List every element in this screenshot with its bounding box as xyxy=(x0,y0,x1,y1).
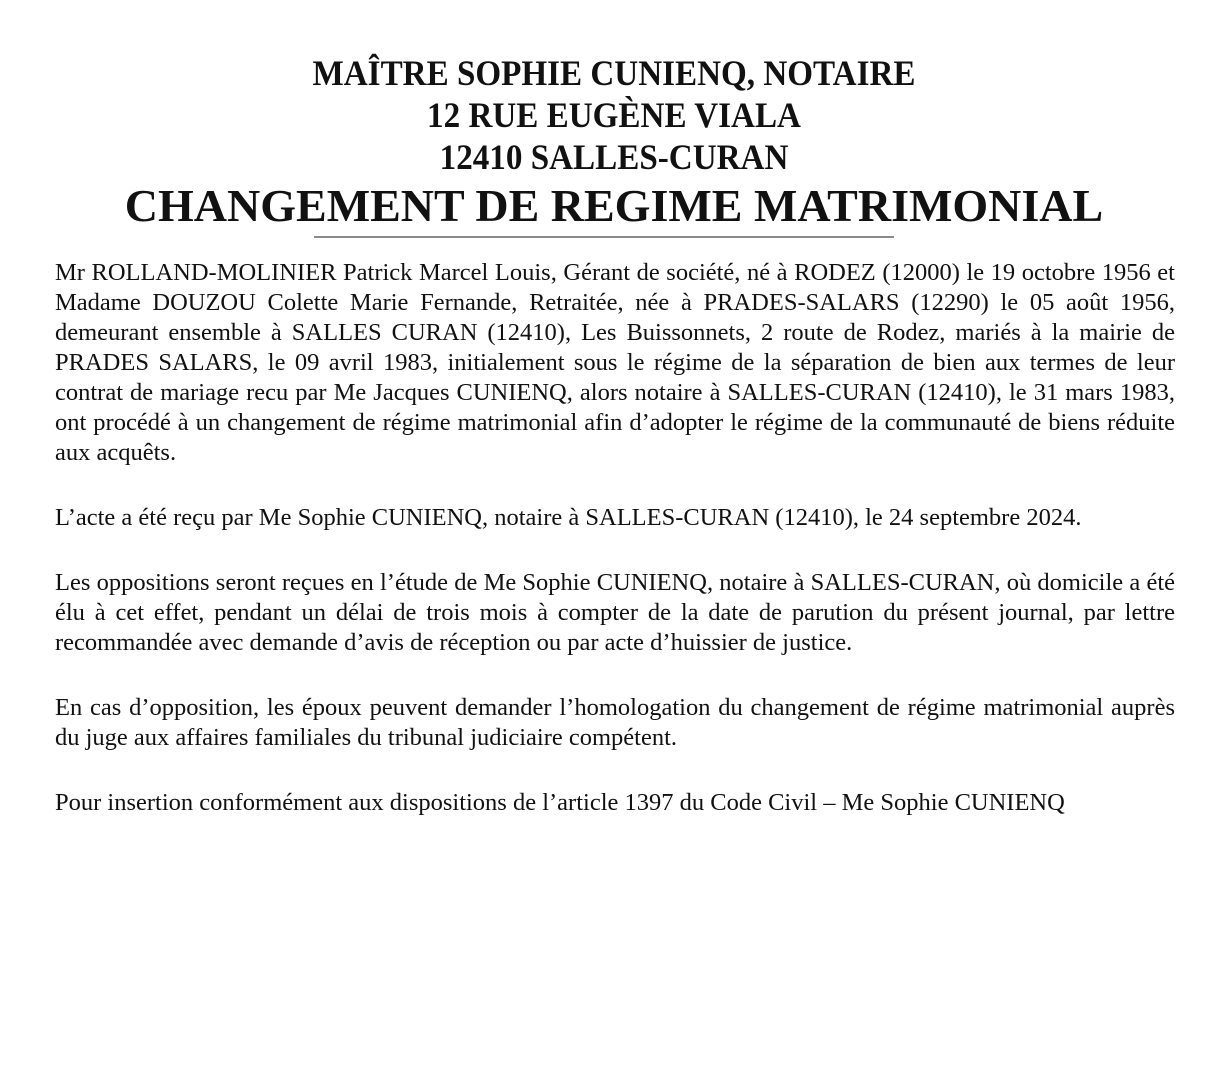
notice-title: CHANGEMENT DE REGIME MATRIMONIAL xyxy=(124,180,1104,231)
paragraph-oppositions: Les oppositions seront reçues en l’étude de Me Sophie CUNIENQ, notaire à SALLES-CURAN, où domicile a été élu à cet effet, pendant un délai de trois mois à compter de la date de parution du présent journal, par lettre recommandée avec demande d’avis de réception ou par acte d’huissier de justice. xyxy=(55,569,1175,656)
paragraph-deed: L’acte a été reçu par Me Sophie CUNIENQ, notaire à SALLES-CURAN (12410), le 24 septembre 2024. xyxy=(55,504,1082,531)
paragraph-spouses: Mr ROLLAND-MOLINIER Patrick Marcel Louis, Gérant de société, né à RODEZ (12000) le 19 octobre 1956 et Madame DOUZOU Colette Marie Fernande, Retraitée, née à PRADES-SALARS (12290) le 05 août 1956, demeurant ensemble à SALLES CURAN (12410), Les Buissonnets, 2 route de Rodez, mariés à la mairie de PRADES SALARS, le 09 avril 1983, initialement sous le régime de la séparation de bien aux termes de leur contrat de mariage recu par Me Jacques CUNIENQ, alors notaire à SALLES-CURAN (12410), le 31 mars 1983, ont procédé à un changement de régime matrimonial afin d’adopter le régime de la communauté de biens réduite aux acquêts. xyxy=(55,259,1175,466)
paragraph-insertion: Pour insertion conformément aux dispositions de l’article 1397 du Code Civil – Me Sophie CUNIENQ xyxy=(55,789,1065,816)
notice-body xyxy=(55,258,1175,853)
notary-city: 12410 SALLES-CURAN xyxy=(439,137,789,177)
paragraph-homologation: En cas d’opposition, les époux peuvent demander l’homologation du changement de régime matrimonial auprès du juge aux affaires familiales du tribunal judiciaire compétent. xyxy=(55,694,1175,751)
title-divider xyxy=(314,236,894,238)
notary-street: 12 RUE EUGÈNE VIALA xyxy=(427,95,801,135)
notary-name: MAÎTRE SOPHIE CUNIENQ, NOTAIRE xyxy=(312,53,916,93)
notice-header xyxy=(0,52,1228,232)
